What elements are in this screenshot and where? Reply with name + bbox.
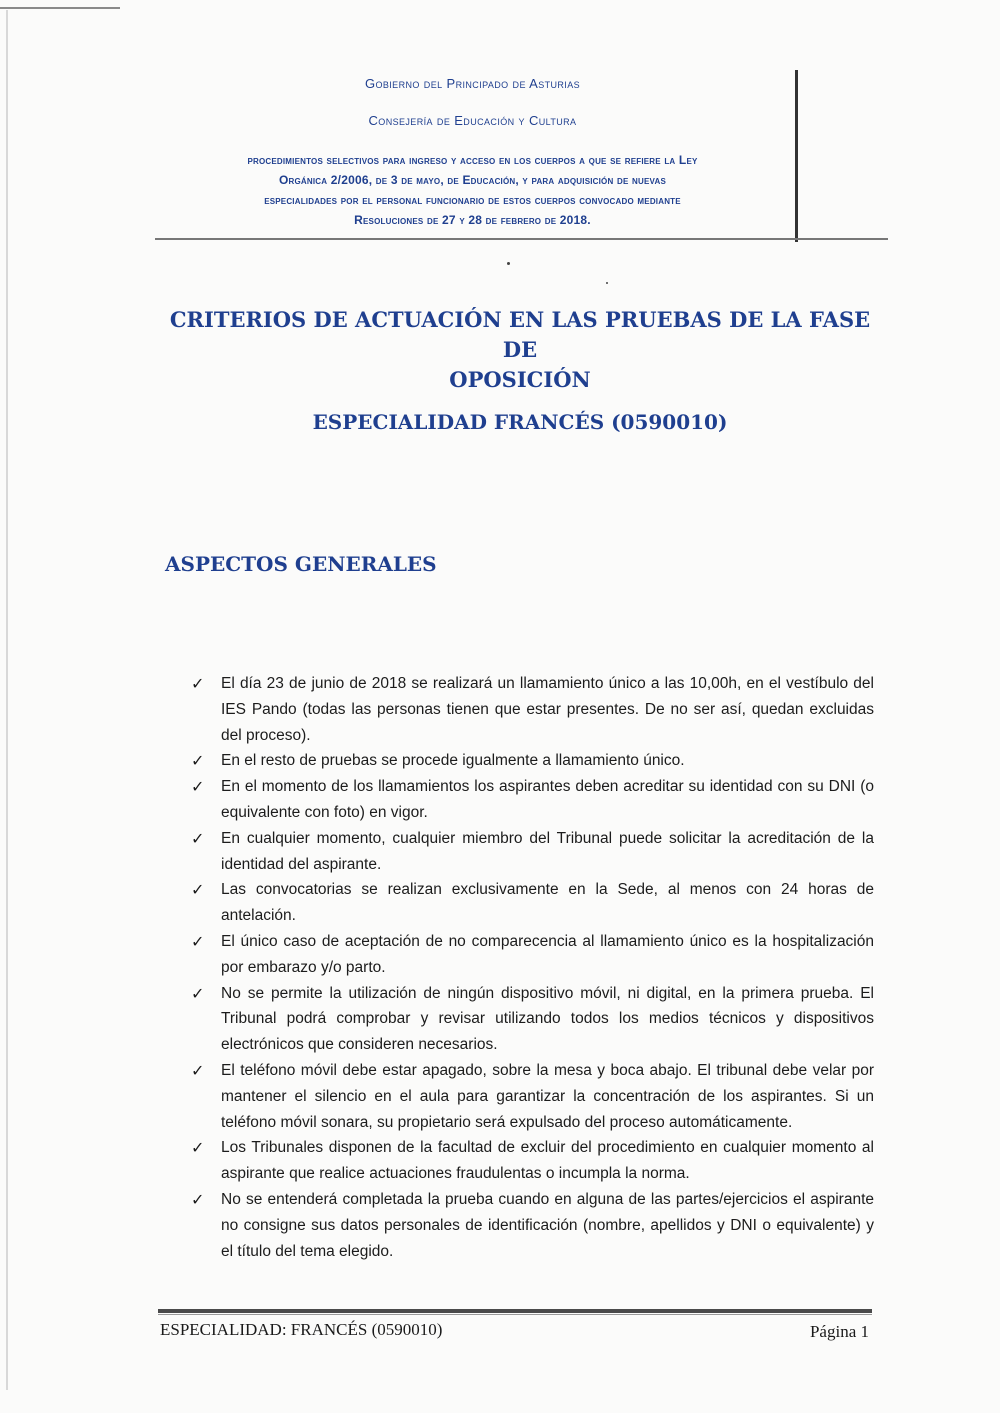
page-number: Página 1 xyxy=(809,1322,869,1341)
checkmark-icon: ✓ xyxy=(191,1138,205,1158)
list-item xyxy=(188,826,874,878)
government-name: Gobierno del Principado de Asturias xyxy=(364,76,581,91)
list-item xyxy=(188,981,874,1058)
checkmark-icon: ✓ xyxy=(191,983,205,1003)
header-vertical-rule xyxy=(795,70,798,242)
checkmark-icon: ✓ xyxy=(191,674,205,693)
document-header xyxy=(150,76,795,230)
procedure-line: procedimientos selectivos para ingreso y acceso en los cuerpos a que se refiere la Ley xyxy=(247,153,698,167)
scan-edge-left xyxy=(6,10,8,1390)
checkmark-icon: ✓ xyxy=(191,931,205,951)
procedure-line: especialidades por el personal funcionario de estos cuerpos convocado mediante xyxy=(264,193,681,207)
list-item-text: El único caso de aceptación de no comparecencia al llamamiento único es la hospitalización por embarazo y/o parto. xyxy=(221,932,874,976)
list-item xyxy=(188,929,874,981)
list-item-text: No se permite la utilización de ningún dispositivo móvil, ni digital, en la primera prueba. El Tribunal podrá comprobar y revisar utilizando todos los medios técnicos y dispositivos electrónicos que consideren necesarios. xyxy=(221,984,874,1054)
section-heading: ASPECTOS GENERALES xyxy=(165,552,437,576)
department-name: Consejería de Educación y Cultura xyxy=(368,113,577,128)
list-item-text: El día 23 de junio de 2018 se realizará un llamamiento único a las 10,00h, en el vestíbulo del IES Pando (todas las personas tienen que estar presentes. De no ser así, quedan excluidas del proceso). xyxy=(221,675,874,744)
document-subtitle: ESPECIALIDAD FRANCÉS (0590010) xyxy=(312,410,728,434)
scan-edge-top xyxy=(0,7,120,9)
list-item-text: El teléfono móvil debe estar apagado, sobre la mesa y boca abajo. El tribunal debe velar por mantener el silencio en el aula para garantizar la concentración de los aspirantes. Si un teléfono móvil sonara, su propietario será expulsado del proceso automáticamente. xyxy=(221,1061,874,1131)
scan-speck xyxy=(606,282,608,284)
document-title xyxy=(150,305,890,395)
rules-list xyxy=(188,671,874,1264)
list-item-text: Las convocatorias se realizan exclusivamente en la Sede, al menos con 24 horas de antelación. xyxy=(221,881,874,925)
list-item xyxy=(188,774,874,826)
list-item xyxy=(188,748,874,774)
list-item-text: En cualquier momento, cualquier miembro del Tribunal puede solicitar la acreditación de la identidad del aspirante. xyxy=(221,829,874,873)
footer-specialty: ESPECIALIDAD: FRANCÉS (0590010) xyxy=(160,1320,443,1339)
checkmark-icon: ✓ xyxy=(191,777,205,797)
list-item-text: En el resto de pruebas se procede igualmente a llamamiento único. xyxy=(221,752,685,770)
checkmark-icon: ✓ xyxy=(191,880,205,900)
list-item-text: Los Tribunales disponen de la facultad de excluir del procedimiento en cualquier momento al aspirante que realice actuaciones fraudulentas o incumpla la norma. xyxy=(221,1139,874,1183)
list-item xyxy=(188,1135,874,1187)
list-item-text: En el momento de los llamamientos los aspirantes deben acreditar su identidad con su DNI (o equivalente con foto) en vigor. xyxy=(221,778,874,821)
footer-divider xyxy=(158,1309,872,1313)
title-line: OPOSICIÓN xyxy=(449,367,591,392)
checkmark-icon: ✓ xyxy=(191,1189,205,1209)
scan-speck xyxy=(507,262,510,265)
header-divider xyxy=(155,238,888,240)
list-item-text: No se entenderá completada la prueba cuando en alguna de las partes/ejercicios el aspirante no consigne sus datos personales de identificación (nombre, apellidos y DNI o equivalente) y el título del tema elegido. xyxy=(221,1190,874,1260)
list-item xyxy=(188,1187,874,1264)
list-item xyxy=(188,877,874,929)
checkmark-icon: ✓ xyxy=(191,751,205,771)
footer-divider-thin xyxy=(158,1314,872,1315)
title-line: CRITERIOS DE ACTUACIÓN EN LAS PRUEBAS DE LA FASE DE xyxy=(169,307,871,362)
procedure-line: Resoluciones de 27 y 28 de febrero de 2018. xyxy=(354,213,591,227)
list-item xyxy=(188,1058,874,1135)
list-item xyxy=(188,671,874,748)
procedure-line: Orgánica 2/2006, de 3 de mayo, de Educación, y para adquisición de nuevas xyxy=(279,173,666,187)
checkmark-icon: ✓ xyxy=(191,828,205,848)
checkmark-icon: ✓ xyxy=(191,1060,205,1080)
procedure-description xyxy=(150,150,795,230)
